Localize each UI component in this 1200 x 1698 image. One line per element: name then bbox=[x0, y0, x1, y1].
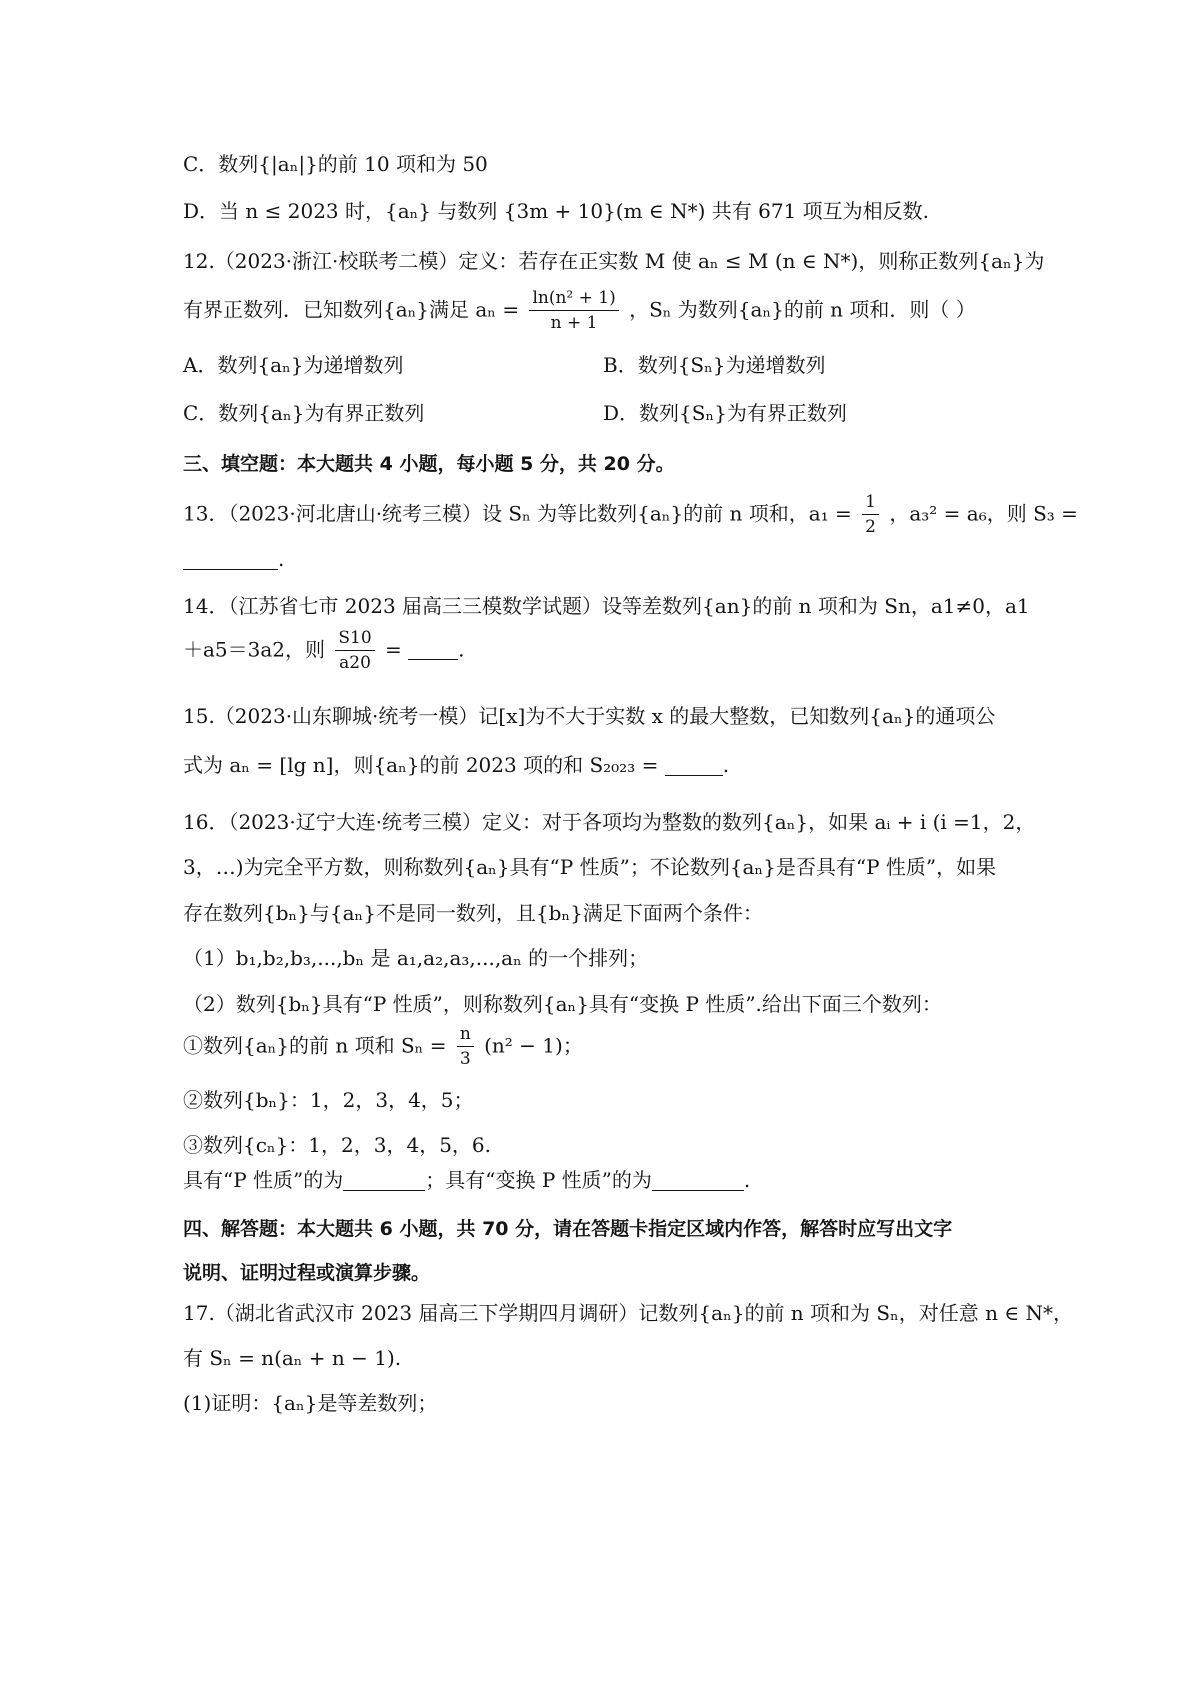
fraction-s10-a20: $\frac{S10}{a20}$ bbox=[335, 628, 374, 674]
question-16-stem-1: 16．（2023·辽宁大连·统考三模）定义：对于各项均为整数的数列{aₙ}，如果 aᵢ + i (i =1，2， bbox=[183, 810, 1036, 834]
question-16-item-1: ①数列{aₙ}的前 n 项和 Sₙ = $\frac{n}{3}$ (n² − 1)； bbox=[183, 1024, 583, 1070]
question-15-formula-line: 式为 aₙ = [lg n]，则{aₙ}的前 2023 项的和 S₂₀₂₃ = . bbox=[183, 753, 730, 777]
fraction-one-half: $\frac{1}{2}$ bbox=[862, 492, 879, 538]
fraction-n-over-3: $\frac{n}{3}$ bbox=[457, 1024, 474, 1070]
question-13-answer-line: . bbox=[183, 547, 284, 571]
question-17-part-1: (1)证明：{aₙ}是等差数列； bbox=[183, 1391, 438, 1415]
answer-blank bbox=[183, 549, 278, 570]
question-15-stem: 15.（2023·山东聊城·统考一模）记[x]为不大于实数 x 的最大整数，已知数列{aₙ}的通项公 bbox=[183, 704, 996, 728]
option-d-q12: D．数列{Sₙ}为有界正数列 bbox=[603, 401, 847, 425]
question-14-stem: 14．（江苏省七市 2023 届高三三模数学试题）设等差数列{an}的前 n 项和为 Sn，a1≠0，a1 bbox=[183, 594, 1030, 618]
question-16-condition-1: （1）b₁,b₂,b₃,...,bₙ 是 a₁,a₂,a₃,...,aₙ 的一个排列； bbox=[183, 946, 649, 970]
question-12-stem: 12.（2023·浙江·校联考二模）定义：若存在正实数 M 使 aₙ ≤ M (n ∈ N*)，则称正数列{aₙ}为 bbox=[183, 249, 1045, 273]
question-12-formula-line: 有界正数列．已知数列{aₙ}满足 aₙ = $\frac{\text{ln(n² + 1)}}{n + 1}$ ，Sₙ 为数列{aₙ}的前 n 项和．则（ ） bbox=[183, 288, 976, 334]
question-16-item-3: ③数列{cₙ}：1，2，3，4，5，6. bbox=[183, 1133, 492, 1157]
option-a-q12: A．数列{aₙ}为递增数列 bbox=[183, 353, 404, 377]
answer-blank bbox=[665, 755, 723, 776]
section-4-heading-2: 说明、证明过程或演算步骤。 bbox=[183, 1262, 431, 1284]
section-4-heading-1: 四、解答题：本大题共 6 小题，共 70 分，请在答题卡指定区域内作答，解答时应写出文字 bbox=[183, 1218, 953, 1240]
answer-blank bbox=[343, 1170, 425, 1191]
answer-blank bbox=[408, 639, 458, 660]
question-16-item-2: ②数列{bₙ}：1，2，3，4，5； bbox=[183, 1088, 474, 1112]
question-14-formula-line: ＋a5＝3a2，则 $\frac{S10}{a20}$ = . bbox=[183, 628, 465, 674]
question-17-formula: 有 Sₙ = n(aₙ + n − 1). bbox=[183, 1346, 402, 1370]
question-17-stem: 17.（湖北省武汉市 2023 届高三下学期四月调研）记数列{aₙ}的前 n 项和为 Sₙ，对任意 n ∈ N*， bbox=[183, 1301, 1074, 1325]
question-16-condition-2: （2）数列{bₙ}具有“P 性质”，则称数列{aₙ}具有“变换 P 性质”.给出下面三个数列： bbox=[183, 992, 942, 1016]
option-d-q11: D．当 n ≤ 2023 时，{aₙ} 与数列 {3m + 10}(m ∈ N*) 共有 671 项互为相反数. bbox=[183, 199, 929, 223]
question-16-stem-2: 3，…)为完全平方数，则称数列{aₙ}具有“P 性质”；不论数列{aₙ}是否具有“P 性质”，如果 bbox=[183, 855, 997, 879]
question-16-stem-3: 存在数列{bₙ}与{aₙ}不是同一数列，且{bₙ}满足下面两个条件： bbox=[183, 901, 763, 925]
option-c-q12: C．数列{aₙ}为有界正数列 bbox=[183, 401, 425, 425]
fraction-ln: $\frac{\text{ln(n² + 1)}}{n + 1}$ bbox=[529, 288, 618, 334]
option-c-q11: C．数列{|aₙ|}的前 10 项和为 50 bbox=[183, 152, 488, 176]
question-13-stem: 13．（2023·河北唐山·统考三模）设 Sₙ 为等比数列{aₙ}的前 n 项和，a₁ = $\frac{1}{2}$ ，a₃² = a₆，则 S₃ = bbox=[183, 492, 1078, 538]
section-3-heading: 三、填空题：本大题共 4 小题，每小题 5 分，共 20 分。 bbox=[183, 453, 675, 475]
option-b-q12: B．数列{Sₙ}为递增数列 bbox=[603, 353, 826, 377]
answer-blank bbox=[652, 1170, 744, 1191]
question-16-answer-line: 具有“P 性质”的为 ；具有“变换 P 性质”的为 . bbox=[183, 1168, 751, 1192]
